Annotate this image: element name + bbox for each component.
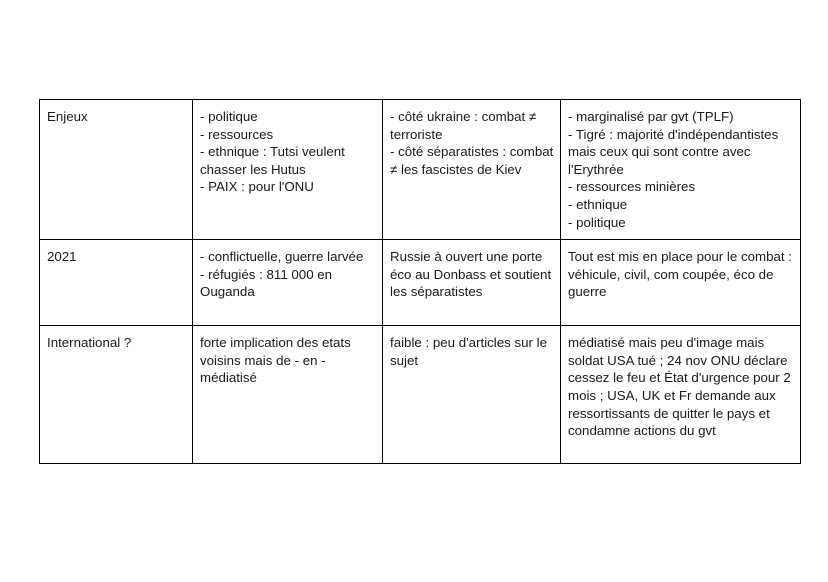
row-header-enjeux: Enjeux bbox=[40, 100, 193, 240]
comparison-table bbox=[39, 99, 801, 464]
table-cell: - conflictuelle, guerre larvée - réfugiés : 811 000 en Ouganda bbox=[193, 240, 383, 326]
table-cell: forte implication des etats voisins mais de - en - médiatisé bbox=[193, 326, 383, 464]
table-row-enjeux bbox=[40, 100, 801, 240]
table-row-international bbox=[40, 326, 801, 464]
table-cell: Tout est mis en place pour le combat : véhicule, civil, com coupée, éco de guerre bbox=[561, 240, 801, 326]
row-header-2021: 2021 bbox=[40, 240, 193, 326]
table-cell: - marginalisé par gvt (TPLF) - Tigré : majorité d'indépendantistes mais ceux qui sont contre avec l'Erythrée - ressources minières - ethnique - politique bbox=[561, 100, 801, 240]
table-row-2021 bbox=[40, 240, 801, 326]
row-header-international: International ? bbox=[40, 326, 193, 464]
table-cell: faible : peu d'articles sur le sujet bbox=[383, 326, 561, 464]
table-cell: Russie à ouvert une porte éco au Donbass et soutient les séparatistes bbox=[383, 240, 561, 326]
table-cell: - côté ukraine : combat ≠ terroriste - côté séparatistes : combat ≠ les fascistes de Kiev bbox=[383, 100, 561, 240]
table-cell: médiatisé mais peu d'image mais soldat USA tué ; 24 nov ONU déclare cessez le feu et État d'urgence pour 2 mois ; USA, UK et Fr demande aux ressortissants de quitter le pays et condamne actions du gvt bbox=[561, 326, 801, 464]
table-cell: - politique - ressources - ethnique : Tutsi veulent chasser les Hutus - PAIX : pour l'ONU bbox=[193, 100, 383, 240]
